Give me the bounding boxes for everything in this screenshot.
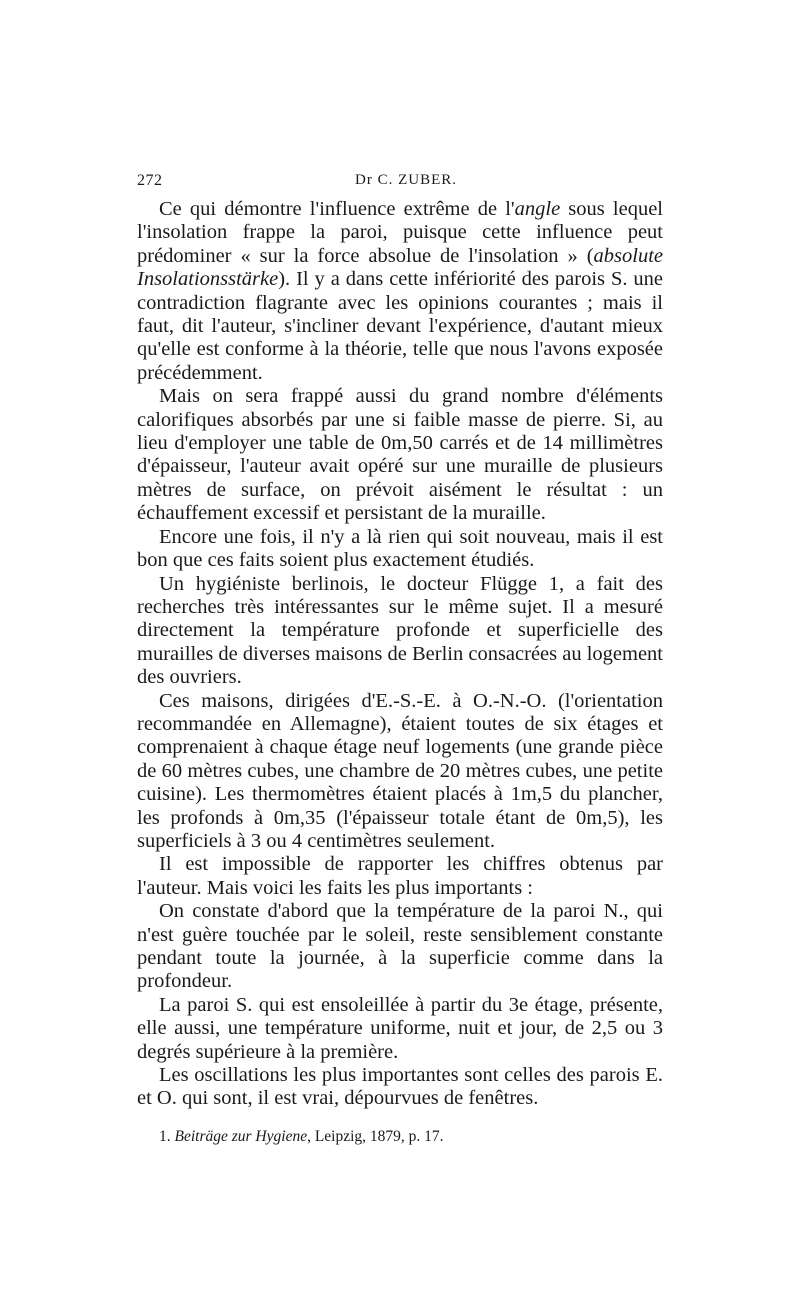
paragraph-2: Mais on sera frappé aussi du grand nombre d'éléments calorifiques absorbés par une si faible masse de pierre. Si, au lieu d'employer une table de 0m,50 carrés et de 14 millimètres d'épaisseur, l'auteur avait opéré sur une muraille de plusieurs mètres de surface, on prévoit aisément le résultat : un échauffement excessif et persistant de la muraille. — [137, 385, 663, 525]
footnote-number: 1. — [159, 1127, 171, 1145]
footnote-title: Beiträge zur Hygiene — [174, 1127, 308, 1145]
paragraph-1-emphasis-angle: angle — [514, 198, 561, 220]
running-head — [137, 172, 663, 198]
footnote-citation: , Leipzig, 1879, p. 17. — [307, 1127, 444, 1145]
footnote — [137, 1127, 663, 1147]
paragraph-5: Ces maisons, dirigées d'E.-S.-E. à O.-N.-O. (l'orientation recommandée en Allemagne), étaient toutes de six étages et comprenaient à chaque étage neuf logements (une grande pièce de 60 mètres cubes, une chambre de 20 mètres cubes, une petite cuisine). Les thermomètres étaient placés à 1m,5 du plancher, les profonds à 0m,35 (l'épaisseur totale étant de 0m,5), les superficiels à 3 ou 4 centimètres seulement. — [137, 689, 663, 852]
paragraph-1 — [137, 198, 663, 385]
paragraph-1-text-e: ). Il y a dans cette infériorité des parois S. une contradiction flagrante avec les opinions courantes ; mais il faut, dit l'auteur, s'incliner devant l'expérience, d'autant mieux qu'elle est conforme à la théorie, telle que nous l'avons exposée précédemment. — [137, 268, 663, 384]
paragraph-1-text-c: sous lequel l'insolation frappe la paroi, puisque cette influence peut prédominer « sur la force absolue de l'insolation » ( — [137, 198, 663, 267]
paragraph-9: Les oscillations les plus importantes sont celles des parois E. et O. qui sont, il est vrai, dépourvues de fenêtres. — [137, 1064, 663, 1110]
page-number: 272 — [137, 172, 163, 189]
header-title: Dr C. ZUBER. — [355, 172, 457, 188]
paragraph-7: On constate d'abord que la température de la paroi N., qui n'est guère touchée par le soleil, reste sensiblement constante pendant toute la journée, à la superficie comme dans la profondeur. — [137, 900, 663, 993]
body-text — [137, 198, 663, 1111]
paragraph-6: Il est impossible de rapporter les chiffres obtenus par l'auteur. Mais voici les faits les plus importants : — [137, 853, 663, 899]
book-page — [137, 172, 663, 1147]
paragraph-4: Un hygiéniste berlinois, le docteur Flügge 1, a fait des recherches très intéressantes sur le même sujet. Il a mesuré directement la température profonde et superficielle des murailles de diverses maisons de Berlin consacrées au logement des ouvriers. — [137, 572, 664, 689]
paragraph-8: La paroi S. qui est ensoleillée à partir du 3e étage, présente, elle aussi, une température uniforme, nuit et jour, de 2,5 ou 3 degrés supérieure à la première. — [137, 993, 663, 1063]
paragraph-3: Encore une fois, il n'y a là rien qui soit nouveau, mais il est bon que ces faits soient plus exactement étudiés. — [137, 525, 663, 572]
paragraph-1-text-a: Ce qui démontre l'influence extrême de l' — [159, 198, 515, 220]
paragraph-1-emphasis-german-term: absolute Insolationsstärke — [137, 244, 663, 291]
